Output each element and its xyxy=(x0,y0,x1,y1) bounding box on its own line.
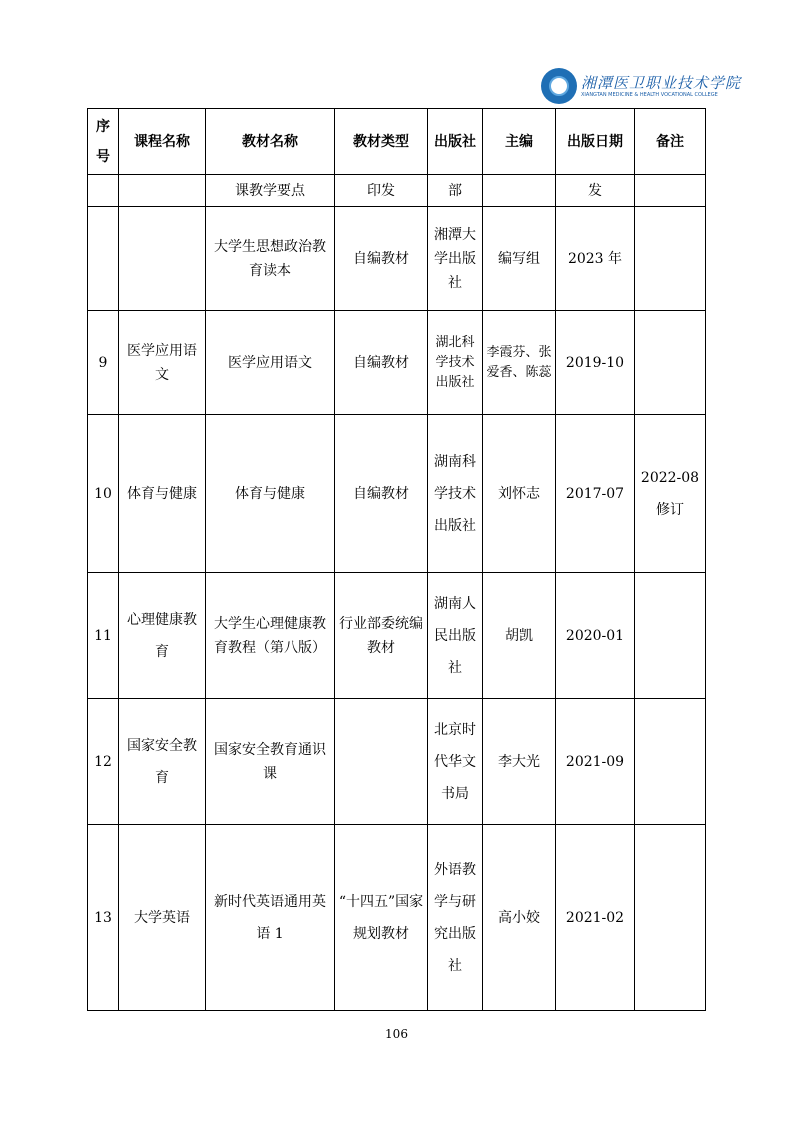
table-row xyxy=(88,573,706,699)
cell-index xyxy=(88,175,119,207)
cell-publisher: 部 xyxy=(428,175,483,207)
cell-date: 发 xyxy=(556,175,635,207)
cell-date: 2019-10 xyxy=(556,311,635,415)
header-type: 教材类型 xyxy=(335,109,428,175)
table-header-row xyxy=(88,109,706,175)
cell-date: 2017-07 xyxy=(556,415,635,573)
college-seal-icon xyxy=(541,68,577,104)
table-row xyxy=(88,207,706,311)
header-course: 课程名称 xyxy=(119,109,206,175)
cell-textbook: 课教学要点 xyxy=(206,175,335,207)
cell-textbook: 国家安全教育通识课 xyxy=(206,699,335,825)
college-name-english: XIANGTAN MEDICINE & HEALTH VOCATIONAL COLLEGE xyxy=(581,92,718,98)
cell-type: “十四五”国家规划教材 xyxy=(335,825,428,1011)
cell-date: 2020-01 xyxy=(556,573,635,699)
cell-textbook: 大学生心理健康教育教程（第八版） xyxy=(206,573,335,699)
cell-note xyxy=(635,699,706,825)
cell-publisher: 北京时代华文书局 xyxy=(428,699,483,825)
cell-index xyxy=(88,207,119,311)
cell-date: 2021-09 xyxy=(556,699,635,825)
table-row xyxy=(88,311,706,415)
cell-note xyxy=(635,207,706,311)
cell-textbook: 医学应用语文 xyxy=(206,311,335,415)
cell-note xyxy=(635,825,706,1011)
cell-type: 自编教材 xyxy=(335,311,428,415)
cell-editor: 李霞芬、张爱香、陈蕊 xyxy=(483,311,556,415)
cell-publisher: 湖南科学技术出版社 xyxy=(428,415,483,573)
cell-editor: 高小姣 xyxy=(483,825,556,1011)
cell-course: 体育与健康 xyxy=(119,415,206,573)
header-index: 序号 xyxy=(88,109,119,175)
header-note: 备注 xyxy=(635,109,706,175)
cell-type: 印发 xyxy=(335,175,428,207)
header-textbook: 教材名称 xyxy=(206,109,335,175)
cell-index: 9 xyxy=(88,311,119,415)
cell-type: 自编教材 xyxy=(335,207,428,311)
cell-note: 2022-08 修订 xyxy=(635,415,706,573)
cell-course: 国家安全教育 xyxy=(119,699,206,825)
cell-textbook: 大学生思想政治教育读本 xyxy=(206,207,335,311)
cell-editor xyxy=(483,175,556,207)
cell-publisher: 湖南人民出版社 xyxy=(428,573,483,699)
cell-course: 心理健康教育 xyxy=(119,573,206,699)
cell-editor: 李大光 xyxy=(483,699,556,825)
cell-type: 自编教材 xyxy=(335,415,428,573)
cell-course xyxy=(119,207,206,311)
cell-course xyxy=(119,175,206,207)
header-date: 出版日期 xyxy=(556,109,635,175)
cell-date: 2021-02 xyxy=(556,825,635,1011)
cell-date: 2023 年 xyxy=(556,207,635,311)
college-name: 湘潭医卫职业技术学院 xyxy=(581,74,742,92)
cell-note xyxy=(635,311,706,415)
page-number: 106 xyxy=(385,1027,408,1041)
header-editor: 主编 xyxy=(483,109,556,175)
table-row xyxy=(88,699,706,825)
table-row xyxy=(88,175,706,207)
cell-index: 13 xyxy=(88,825,119,1011)
cell-editor: 胡凯 xyxy=(483,573,556,699)
cell-index: 11 xyxy=(88,573,119,699)
table-row xyxy=(88,825,706,1011)
cell-note xyxy=(635,175,706,207)
cell-index: 12 xyxy=(88,699,119,825)
cell-course: 大学英语 xyxy=(119,825,206,1011)
cell-textbook: 体育与健康 xyxy=(206,415,335,573)
cell-textbook: 新时代英语通用英语 1 xyxy=(206,825,335,1011)
cell-type xyxy=(335,699,428,825)
cell-note xyxy=(635,573,706,699)
cell-editor: 刘怀志 xyxy=(483,415,556,573)
cell-course: 医学应用语文 xyxy=(119,311,206,415)
cell-type: 行业部委统编教材 xyxy=(335,573,428,699)
cell-publisher: 湖北科学技术出版社 xyxy=(428,311,483,415)
cell-publisher: 湘潭大学出版社 xyxy=(428,207,483,311)
textbook-table xyxy=(87,108,706,1011)
college-logo xyxy=(541,68,742,106)
header-publisher: 出版社 xyxy=(428,109,483,175)
cell-editor: 编写组 xyxy=(483,207,556,311)
cell-index: 10 xyxy=(88,415,119,573)
cell-publisher: 外语教学与研究出版社 xyxy=(428,825,483,1011)
table-row xyxy=(88,415,706,573)
